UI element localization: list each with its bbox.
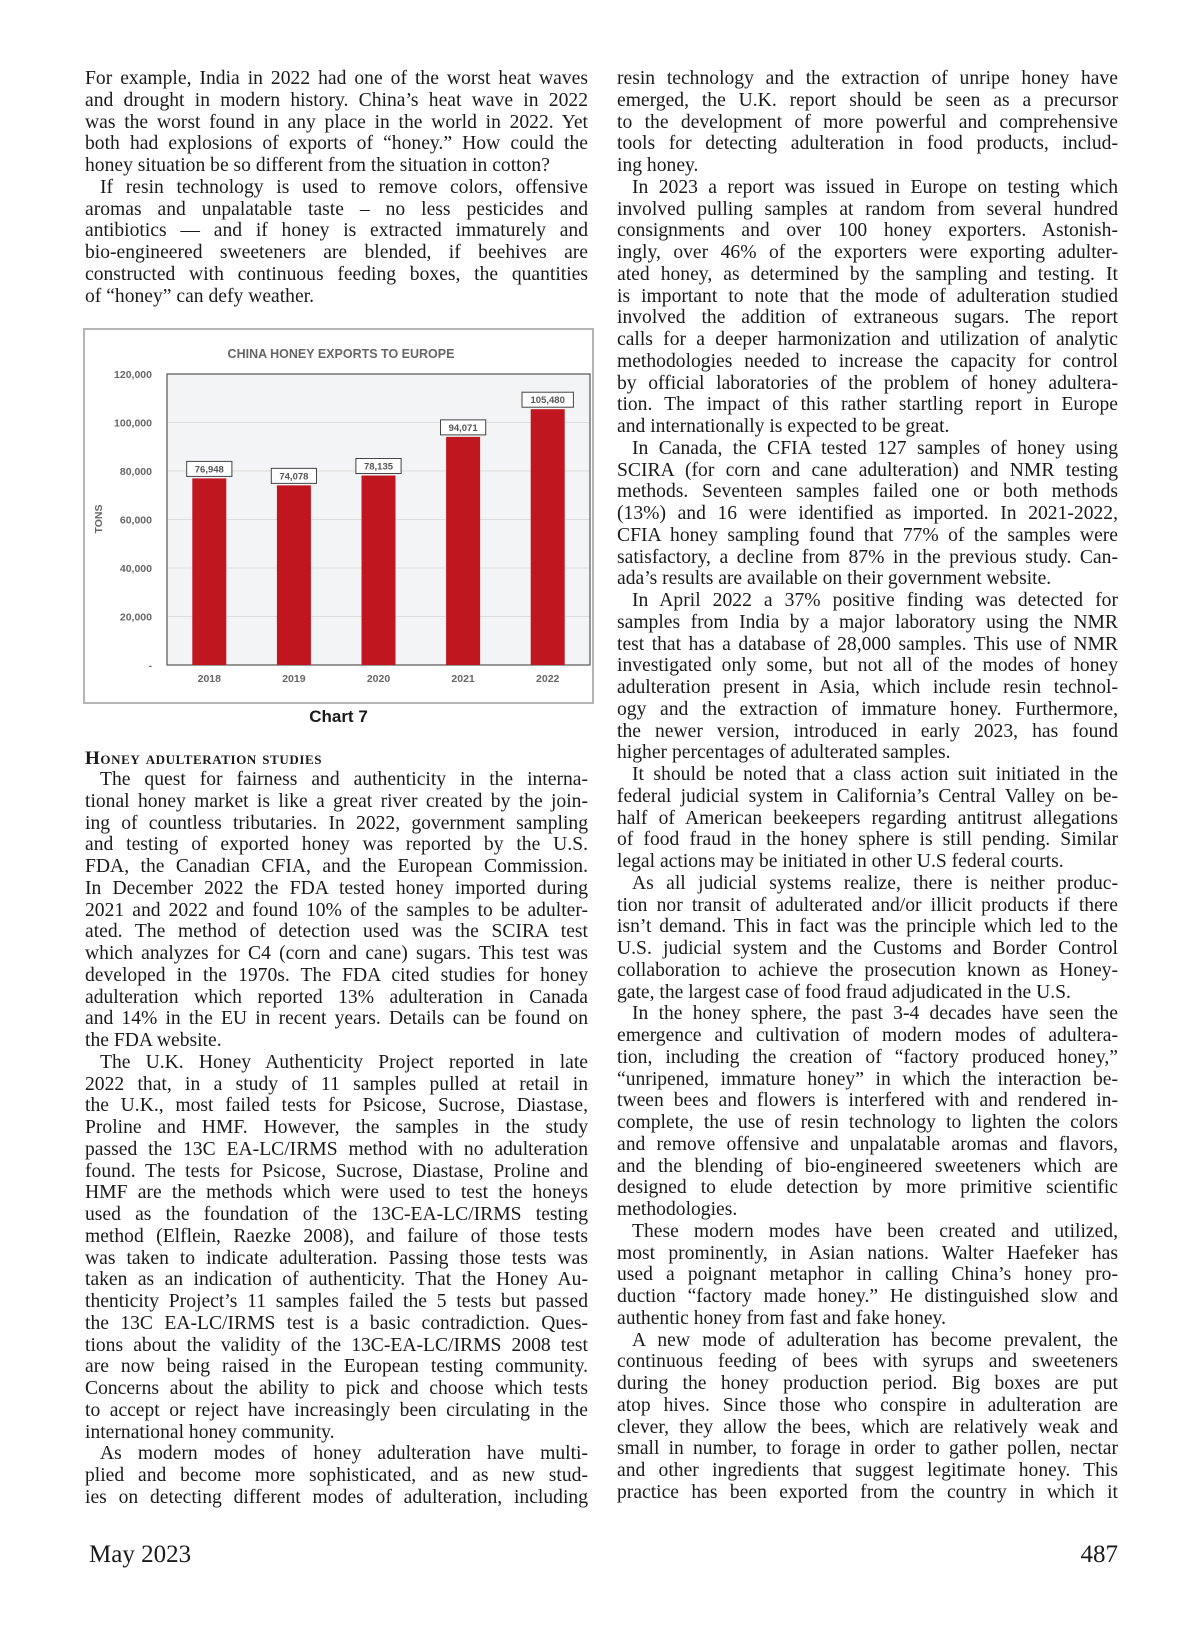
left-column-top-text — [85, 68, 588, 307]
text-line: thenticity Project’s 11 samples failed the 5 tests but passed — [85, 1291, 588, 1312]
text-line: passed the 13C EA-LC/IRMS method with no adulteration — [85, 1138, 588, 1160]
text-line: resin technology and the extraction of unripe honey have — [617, 68, 1118, 89]
text-line: methodologies needed to increase the capacity for control — [617, 350, 1118, 372]
text-line: adulteration which reported 13% adulteration in Canada — [85, 986, 588, 1008]
text-line: ingly, over 46% of the exporters were exporting adulter- — [617, 242, 1118, 263]
text-line: As modern modes of honey adulteration have multi- — [100, 1443, 588, 1465]
text-line: federal judicial system in California’s Central Valley on be- — [617, 785, 1118, 807]
page-number: 487 — [1080, 1541, 1118, 1568]
paragraph — [85, 68, 588, 177]
text-line: aromas and unpalatable taste – no less pesticides and — [85, 198, 588, 220]
text-line: legal actions may be initiated in other U.S federal courts. — [617, 851, 1064, 872]
paragraph — [617, 438, 1118, 590]
paragraph — [617, 177, 1118, 438]
data-label: 74,078 — [279, 471, 309, 483]
data-label: 94,071 — [448, 422, 478, 434]
text-line: In the honey sphere, the past 3-4 decades have seen the — [632, 1003, 1118, 1025]
text-line: The quest for fairness and authenticity in the interna- — [100, 769, 588, 790]
text-line: test that has a database of 28,000 samples. This use of NMR — [617, 633, 1118, 655]
bar — [531, 409, 565, 665]
text-line: of “honey” can defy weather. — [85, 285, 315, 307]
bar — [277, 485, 311, 665]
text-line: tional honey market is like a great river created by the join- — [85, 790, 588, 812]
text-line: investigated only some, but not all of the modes of honey — [617, 655, 1118, 677]
text-line: and testing of exported honey was reported by the U.S. — [85, 834, 588, 856]
y-tick-label: 20,000 — [119, 611, 152, 624]
text-line: calls for a deeper harmonization and utilization of analytic — [617, 329, 1118, 350]
text-line: by official laboratories of the problem of honey adultera- — [617, 372, 1118, 394]
x-tick-label: 2022 — [536, 673, 560, 685]
text-line: involved pulling samples at random from several hundred — [617, 198, 1118, 220]
text-line: and drought in modern history. China’s heat wave in 2022 — [85, 89, 588, 111]
text-line: emergence and cultivation of modern modes of adultera- — [617, 1025, 1118, 1046]
y-tick-label: 60,000 — [119, 514, 152, 527]
text-line: the 13C EA-LC/IRMS test is a basic contradiction. Ques- — [85, 1312, 588, 1334]
y-tick-label: 100,000 — [114, 417, 152, 430]
text-line: found. The tests for Psicose, Sucrose, Diastase, Proline and — [85, 1160, 588, 1182]
text-line: tools for detecting adulteration in food products, includ- — [617, 133, 1118, 155]
text-line: ing honey. — [617, 155, 699, 176]
chart-title: CHINA HONEY EXPORTS TO EUROPE — [227, 347, 455, 361]
bar-chart — [85, 330, 596, 706]
text-line: complete, the use of resin technology to lighten the colors — [617, 1112, 1118, 1133]
text-line: and the blending of bio-engineered sweeteners which are — [617, 1155, 1118, 1177]
text-line: is important to note that the mode of adulteration studied — [617, 285, 1118, 307]
text-line: international honey community. — [85, 1421, 335, 1443]
text-line: In 2023 a report was issued in Europe on testing which — [632, 176, 1118, 198]
text-line: satisfactory, a decline from 87% in the previous study. Can- — [617, 546, 1118, 568]
text-line: tween bees and flowers is interfered with and rendered in- — [617, 1090, 1118, 1112]
text-line: ated. The method of detection used was the SCIRA test — [85, 921, 588, 943]
text-line: “unripened, immature honey” in which the interaction be- — [617, 1068, 1118, 1090]
text-line: designed to elude detection by more primitive scientific — [617, 1177, 1118, 1199]
text-line: was taken to indicate adulteration. Passing those tests was — [85, 1247, 588, 1269]
text-line: emerged, the U.K. report should be seen as a precursor — [617, 89, 1118, 111]
text-line: U.S. judicial system and the Customs and Border Control — [617, 938, 1118, 959]
text-line: CFIA honey sampling found that 77% of the samples were — [617, 524, 1118, 546]
text-line: which analyzes for C4 (corn and cane) sugars. This test was — [85, 943, 588, 964]
paragraph — [617, 590, 1118, 764]
bar — [446, 437, 480, 665]
text-line: the U.K., most failed tests for Psicose, Sucrose, Diastase, — [85, 1095, 588, 1117]
text-line: developed in the 1970s. The FDA cited studies for honey — [85, 964, 588, 986]
data-label: 76,948 — [194, 464, 224, 476]
bar — [362, 476, 396, 665]
chart-caption: Chart 7 — [309, 707, 368, 726]
text-line: antibiotics — and if honey is extracted immaturely and — [85, 220, 588, 242]
text-line: method (Elflein, Raezke 2008), and failure of those tests — [85, 1225, 588, 1247]
text-line: used as the foundation of the 13C-EA-LC/IRMS testing — [85, 1204, 588, 1225]
paragraph — [85, 769, 588, 1052]
paragraph — [617, 764, 1118, 873]
text-line: (13%) and 16 were identified as imported. In 2021-2022, — [617, 503, 1118, 524]
text-line: the FDA website. — [85, 1030, 222, 1051]
text-line: samples from India by a major laboratory using the NMR — [617, 611, 1118, 633]
text-line: was the worst found in any place in the world in 2022. Yet — [85, 111, 588, 133]
text-line: FDA, the Canadian CFIA, and the European Commission. — [85, 856, 588, 877]
footer-date: May 2023 — [89, 1541, 192, 1568]
text-line: plied and become more sophisticated, and as new stud- — [85, 1465, 588, 1486]
text-line: and other ingredients that suggest legitimate honey. This — [617, 1460, 1118, 1481]
text-line: ated honey, as determined by the sampling and testing. It — [617, 263, 1118, 285]
text-line: consignments and over 100 honey exporters. Astonish- — [617, 220, 1118, 242]
paragraph — [85, 177, 588, 308]
text-line: authentic honey from fast and fake honey. — [617, 1307, 946, 1329]
text-line: For example, India in 2022 had one of the worst heat waves — [85, 68, 588, 89]
y-axis-label: TONS — [93, 504, 105, 534]
text-line: gate, the largest case of food fraud adjudicated in the U.S. — [617, 981, 1071, 1003]
text-line: It should be noted that a class action suit initiated in the — [632, 764, 1118, 785]
text-line: ada’s results are available on their government website. — [617, 568, 1052, 590]
text-line: used a poignant metaphor in calling China’s honey pro- — [617, 1264, 1118, 1286]
data-label: 78,135 — [363, 461, 394, 473]
text-line: of food fraud in the honey sphere is still pending. Similar — [617, 829, 1118, 851]
text-line: practice has been exported from the country in which it — [617, 1481, 1118, 1503]
text-line: tion nor transit of adulterated and/or illicit products if there — [617, 894, 1118, 916]
text-line: SCIRA (for corn and cane adulteration) and NMR testing — [617, 459, 1118, 481]
right-column-text — [617, 68, 1118, 1504]
text-line: during the honey production period. Big boxes are put — [617, 1373, 1118, 1394]
text-line: to accept or reject have increasingly been circulating in the — [85, 1399, 588, 1421]
text-line: involved the addition of extraneous sugars. The report — [617, 307, 1118, 329]
text-line: both had explosions of exports of “honey.” How could the — [85, 133, 588, 155]
text-line: bio-engineered sweeteners are blended, if beehives are — [85, 242, 588, 263]
text-line: higher percentages of adulterated samples. — [617, 742, 951, 764]
text-line: ing of countless tributaries. In 2022, government sampling — [85, 812, 588, 834]
text-line: Concerns about the ability to pick and choose which tests — [85, 1378, 588, 1399]
text-line: methods. Seventeen samples failed one or both methods — [617, 481, 1118, 503]
text-line: half of American beekeepers regarding antitrust allegations — [617, 807, 1118, 829]
text-line: most prominently, in Asian nations. Walter Haefeker has — [617, 1242, 1118, 1264]
text-line: duction “factory made honey.” He distinguished slow and — [617, 1286, 1118, 1307]
text-line: In December 2022 the FDA tested honey imported during — [85, 877, 588, 899]
text-line: small in number, to forage in order to gather pollen, nectar — [617, 1438, 1118, 1460]
text-line: the newer version, introduced in early 2023, has found — [617, 720, 1118, 742]
paragraph — [617, 1003, 1118, 1221]
text-line: ies on detecting different modes of adulteration, including — [85, 1486, 588, 1508]
text-line: constructed with continuous feeding boxes, the quantities — [85, 263, 588, 285]
section-heading: Honey adulteration studies — [85, 748, 323, 769]
text-line: 2022 that, in a study of 11 samples pulled at retail in — [85, 1073, 588, 1095]
paragraph — [85, 1052, 588, 1444]
bar — [192, 478, 226, 665]
text-line: to the development of more powerful and comprehensive — [617, 111, 1118, 133]
x-tick-label: 2021 — [451, 673, 475, 685]
paragraph — [617, 1221, 1118, 1330]
paragraph — [617, 873, 1118, 1004]
y-tick-label: - — [148, 660, 152, 672]
text-line: continuous feeding of bees with syrups and sweeteners — [617, 1351, 1118, 1373]
text-line: tion. The impact of this rather startling report in Europe — [617, 394, 1118, 416]
text-line: In Canada, the CFIA tested 127 samples of honey using — [632, 437, 1118, 459]
paragraph — [85, 1443, 588, 1508]
left-column-bottom-text — [85, 769, 588, 1509]
text-line: collaboration to achieve the prosecution known as Honey- — [617, 959, 1118, 981]
text-line: honey situation be so different from the situation in cotton? — [85, 155, 550, 176]
text-line: and remove offensive and unpalatable aromas and flavors, — [617, 1133, 1118, 1155]
paragraph — [617, 1330, 1118, 1504]
text-line: As all judicial systems realize, there is neither produc- — [632, 872, 1118, 894]
text-line: A new mode of adulteration has become prevalent, the — [632, 1329, 1118, 1351]
text-line: clever, they allow the bees, which are relatively weak and — [617, 1416, 1118, 1438]
text-line: adulteration present in Asia, which include resin technol- — [617, 677, 1118, 698]
text-line: Proline and HMF. However, the samples in the study — [85, 1117, 588, 1138]
text-line: ogy and the extraction of immature honey. Furthermore, — [617, 698, 1118, 720]
y-tick-label: 120,000 — [114, 369, 152, 381]
y-tick-label: 40,000 — [119, 563, 152, 575]
text-line: tion, including the creation of “factory produced honey,” — [617, 1046, 1118, 1068]
text-line: and 14% in the EU in recent years. Details can be found on — [85, 1008, 588, 1030]
chart-7 — [83, 328, 594, 704]
text-line: If resin technology is used to remove colors, offensive — [100, 176, 588, 198]
data-label: 105,480 — [530, 395, 565, 407]
x-tick-label: 2019 — [282, 673, 306, 685]
text-line: are now being raised in the European testing community. — [85, 1356, 588, 1378]
text-line: taken as an indication of authenticity. That the Honey Au- — [85, 1269, 588, 1291]
paragraph — [617, 68, 1118, 177]
text-line: In April 2022 a 37% positive finding was detected for — [632, 590, 1118, 611]
x-tick-label: 2018 — [197, 673, 221, 685]
text-line: tions about the validity of the 13C-EA-LC/IRMS 2008 test — [85, 1334, 588, 1356]
text-line: The U.K. Honey Authenticity Project reported in late — [100, 1051, 588, 1073]
x-tick-label: 2020 — [366, 673, 391, 685]
text-line: HMF are the methods which were used to test the honeys — [85, 1182, 588, 1204]
text-line: isn’t demand. This in fact was the principle which led to the — [617, 916, 1118, 938]
y-tick-label: 80,000 — [119, 466, 152, 478]
text-line: 2021 and 2022 and found 10% of the samples to be adulter- — [85, 899, 588, 921]
text-line: methodologies. — [617, 1199, 738, 1220]
text-line: and internationally is expected to be great. — [617, 416, 950, 437]
text-line: atop hives. Since those who conspire in adulteration are — [617, 1394, 1118, 1416]
text-line: These modern modes have been created and utilized, — [632, 1220, 1118, 1242]
